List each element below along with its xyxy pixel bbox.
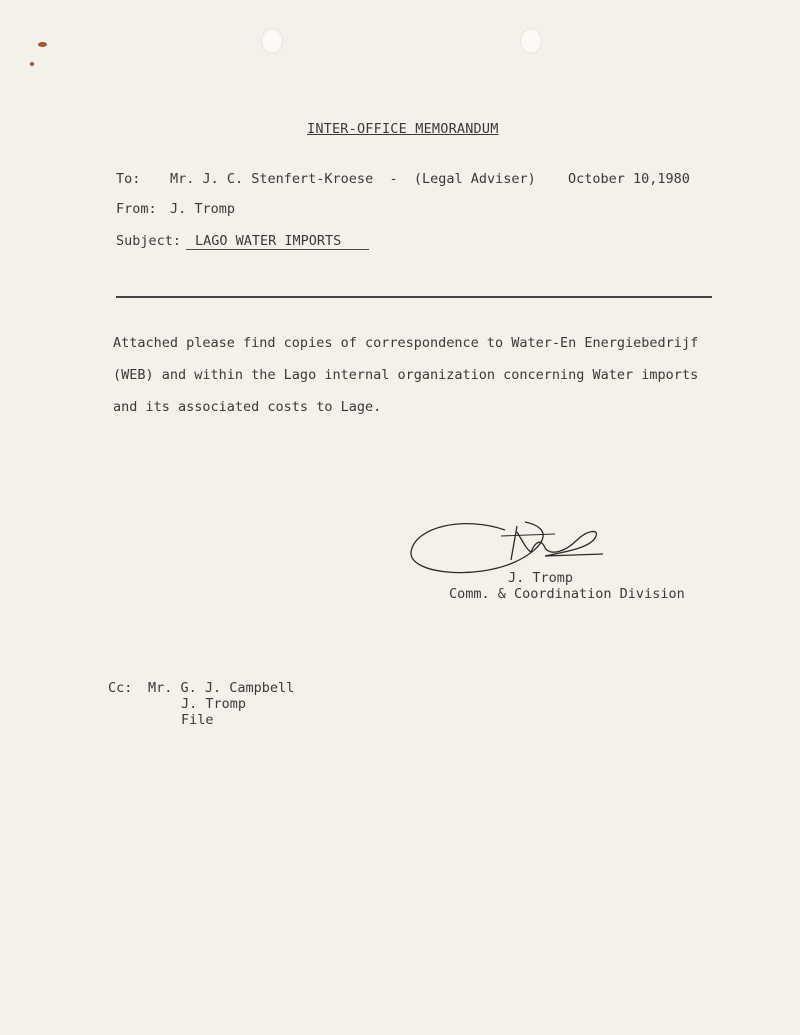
cc-recipient: File [181, 712, 214, 728]
punch-hole [261, 28, 283, 54]
header-divider [116, 296, 712, 298]
rust-stain [38, 42, 47, 47]
rust-stain [30, 62, 34, 66]
cc-label: Cc: [108, 680, 133, 696]
subject-label: Subject: [116, 233, 182, 249]
from-label: From: [116, 201, 157, 217]
from-value: J. Tromp [170, 201, 236, 217]
to-value: Mr. J. C. Stenfert-Kroese - (Legal Adviser) [170, 171, 536, 187]
punch-hole [520, 28, 542, 54]
signature-division: Comm. & Coordination Division [449, 586, 685, 602]
memo-title: INTER-OFFICE MEMORANDUM [307, 121, 499, 137]
subject-underline [186, 249, 369, 250]
subject-value: LAGO WATER IMPORTS [195, 233, 342, 249]
memo-body: Attached please find copies of correspondence to Water-En Energiebedrijf (WEB) and within the Lago internal organization concerning Water imports and its associated costs to Lage. [113, 335, 699, 415]
to-label: To: [116, 171, 141, 187]
signature-name: J. Tromp [508, 570, 574, 586]
cc-recipient: J. Tromp [181, 696, 247, 712]
cc-recipient: Mr. G. J. Campbell [148, 680, 295, 696]
memo-date: October 10,1980 [568, 171, 690, 187]
